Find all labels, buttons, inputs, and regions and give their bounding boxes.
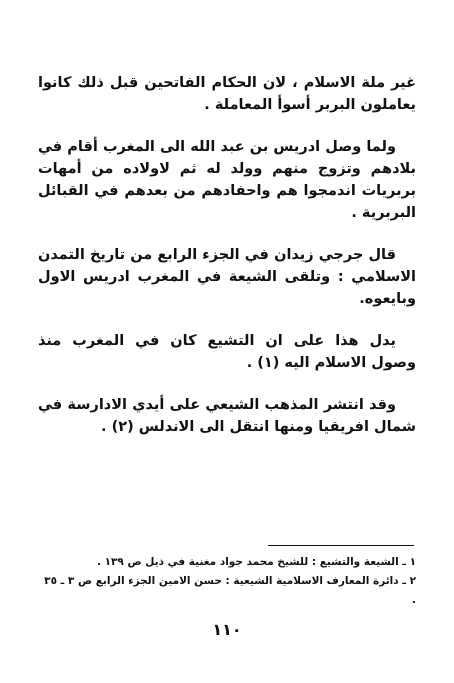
footnote-1: ١ ـ الشيعة والتشيع : للشيخ محمد جواد مغنية في ذيل ص ١٣٩ .	[96, 556, 416, 568]
footnotes	[38, 553, 416, 610]
paragraph-4: يدل هذا على ان التشيع كان في المغرب منذ وصول الاسلام اليه (١) .	[38, 333, 416, 371]
footnote-2: ٢ ـ دائرة المعارف الاسلامية الشيعية : حسن الامين الجزء الرابع ص ٣ ـ ٣٥ .	[44, 575, 416, 606]
paragraph-3: قال جرجي زيدان في الجزء الرابع من تاريخ التمدن الاسلامي : وتلقى الشيعة في المغرب ادريس الاول وبايعوه.	[38, 247, 416, 307]
main-text	[38, 72, 416, 458]
page-number: ١١٠	[212, 620, 242, 639]
paragraph-5: وقد انتشر المذهب الشيعي على أيدي الادارسة في شمال افريقيا ومنها انتقل الى الاندلس (٢) .	[38, 397, 416, 435]
footnote-divider	[268, 545, 414, 546]
paragraph-1: غير ملة الاسلام ، لان الحكام الفاتحين قبل ذلك كانوا يعاملون البربر أسوأ المعاملة .	[38, 75, 416, 113]
paragraph-2: ولما وصل ادريس بن عبد الله الى المغرب أقام في بلادهم وتزوج منهم وولد له ثم لاولاده من أمهات بربريات اندمجوا هم واحفادهم من بعدهم في القبائل البربرية .	[38, 139, 416, 221]
